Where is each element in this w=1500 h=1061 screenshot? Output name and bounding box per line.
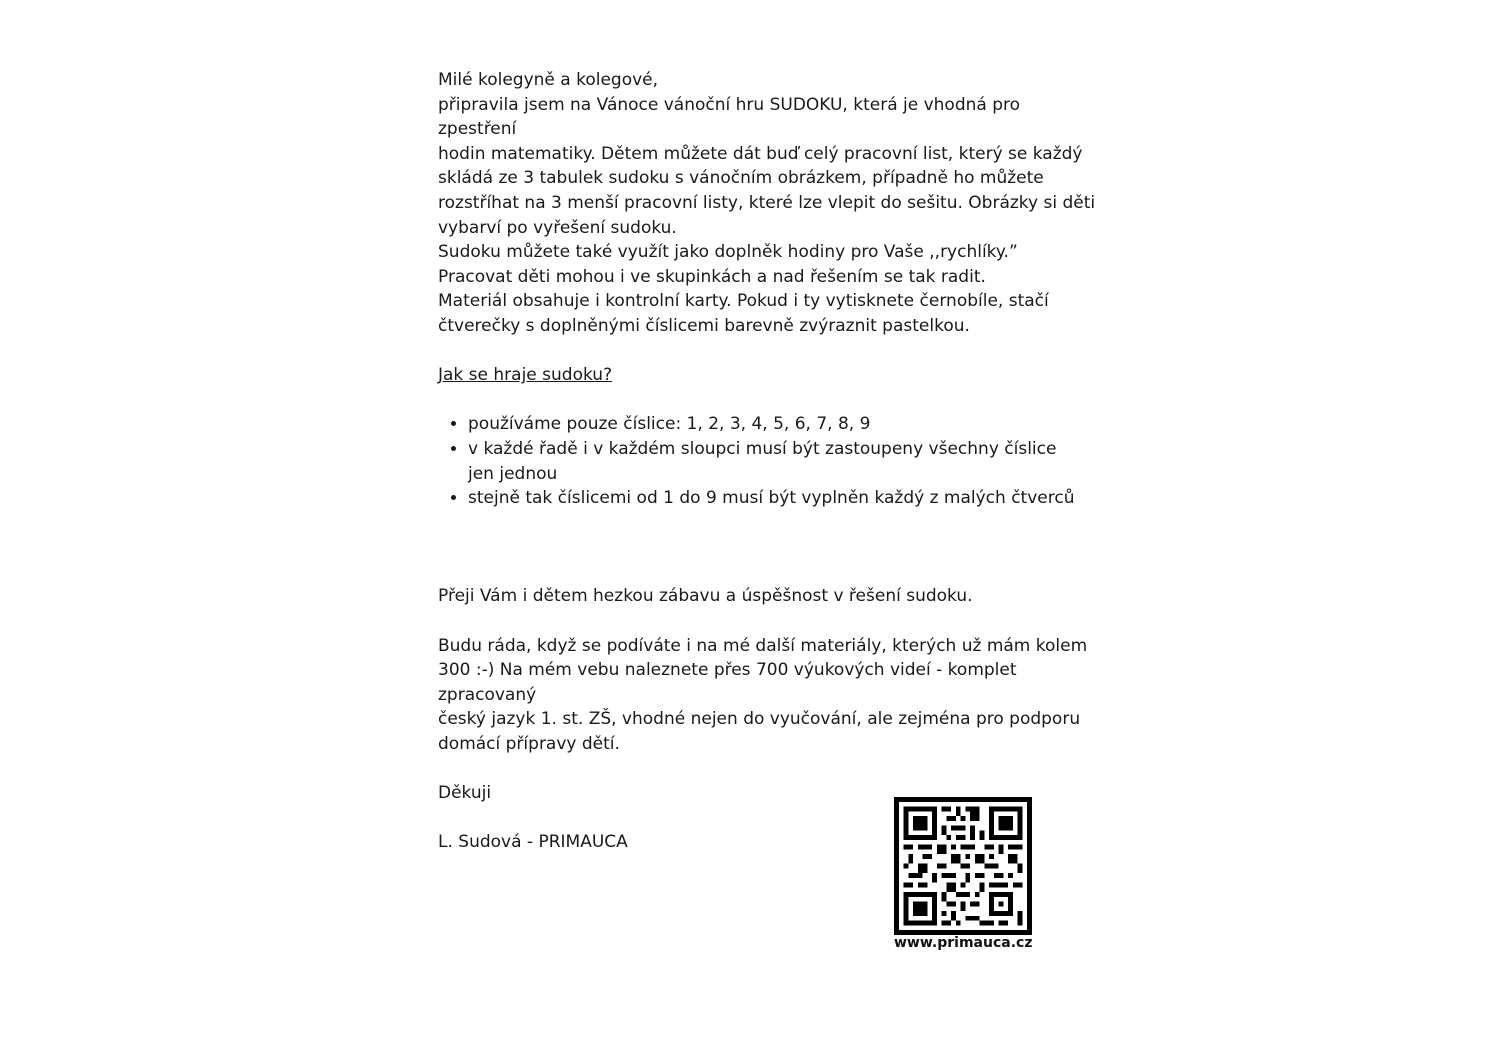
rule-item: • v každé řadě i v každém sloupci musí být zastoupeny všechny číslice jen jednou [468, 437, 1068, 486]
spacer [438, 511, 1098, 560]
intro-line: čtverečky s doplněnými číslicemi barevně zvýraznit pastelkou. [438, 315, 970, 336]
qr-block [894, 797, 1032, 951]
thanks: Děkuji [438, 783, 492, 804]
spacer [438, 388, 1098, 413]
spacer [438, 560, 1098, 585]
qr-code-icon [894, 797, 1032, 935]
intro-line: vybarví po vyřešení sudoku. [438, 217, 677, 238]
signature: L. Sudová - PRIMAUCA [438, 832, 628, 853]
intro-line: Materiál obsahuje i kontrolní karty. Pokud i ty vytisknete černobíle, stačí [438, 291, 1049, 312]
rules-heading: Jak se hraje sudoku? [438, 365, 613, 386]
intro-line: Pracovat děti mohou i ve skupinkách a nad řešením se tak radit. [438, 266, 986, 287]
rule-item: • používáme pouze číslice: 1, 2, 3, 4, 5, 6, 7, 8, 9 [468, 412, 1098, 437]
spacer [438, 339, 1098, 364]
more-line: Budu ráda, když se podíváte i na mé další materiály, kterých už mám kolem [438, 635, 1088, 656]
intro-line: hodin matematiky. Dětem můžete dát buď celý pracovní list, který se každý [438, 143, 1083, 164]
spacer [438, 609, 1098, 634]
rules-list [438, 412, 1098, 510]
spacer [438, 757, 1098, 782]
intro-line: skládá ze 3 tabulek sudoku s vánočním obrázkem, případně ho můžete [438, 168, 1044, 189]
intro-line: Sudoku můžete také využít jako doplněk hodiny pro Vaše ,,rychlíky.” [438, 242, 1018, 263]
letter [438, 68, 1098, 855]
intro-paragraph [438, 93, 1098, 339]
intro-line: připravila jsem na Vánoce vánoční hru SUDOKU, která je vhodná pro zpestření [438, 94, 1021, 140]
intro-line: rozstříhat na 3 menší pracovní listy, které lze vlepit do sešitu. Obrázky si děti [438, 192, 1096, 213]
more-line: český jazyk 1. st. ZŠ, vhodné nejen do vyučování, ale zejména pro podporu [438, 709, 1081, 730]
more-line: domácí přípravy dětí. [438, 734, 620, 755]
more-paragraph [438, 634, 1098, 757]
wish-paragraph: Přeji Vám i dětem hezkou zábavu a úspěšnost v řešení sudoku. [438, 586, 973, 607]
website-url[interactable]: www.primauca.cz [894, 935, 1033, 951]
rule-item: • stejně tak číslicemi od 1 do 9 musí být vyplněn každý z malých čtverců [468, 486, 1098, 511]
more-line: 300 :-) Na mém vebu naleznete přes 700 výukových videí - komplet zpracovaný [438, 660, 1017, 705]
greeting: Milé kolegyně a kolegové, [438, 70, 659, 90]
